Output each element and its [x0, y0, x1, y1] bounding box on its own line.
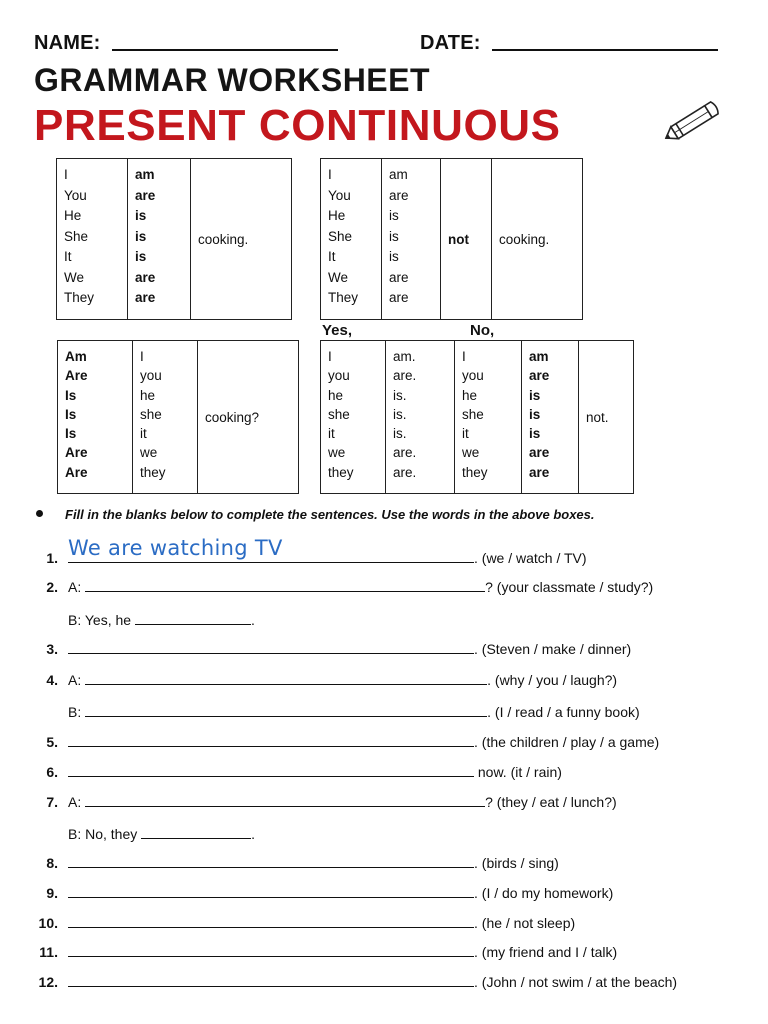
- yes-label: Yes,: [322, 322, 353, 339]
- pencil-icon: [660, 100, 724, 151]
- answer-blank[interactable]: [135, 610, 251, 625]
- answer-blank[interactable]: [141, 824, 251, 839]
- date-blank[interactable]: [492, 49, 718, 51]
- pronoun-column: I You He She It We They: [57, 159, 128, 320]
- no-pronoun-column: I you he she it we they: [455, 341, 522, 494]
- date-field: [420, 32, 718, 55]
- pronoun-column: I You He She It We They: [321, 159, 382, 320]
- pronoun-column: I you he she it we they: [133, 341, 198, 494]
- yes-pronoun-column: I you he she it we they: [321, 341, 386, 494]
- answer-blank[interactable]: [68, 942, 474, 957]
- date-label: DATE:: [420, 32, 481, 54]
- aux-column: Am Are Is Is Is Are Are: [58, 341, 133, 494]
- answer-blank[interactable]: [68, 913, 474, 928]
- instructions: [36, 507, 595, 522]
- name-blank[interactable]: [112, 49, 338, 51]
- answer-blank[interactable]: [68, 853, 474, 868]
- name-field: [34, 32, 338, 55]
- main-verb-cell: cooking?: [198, 341, 299, 494]
- answer-blank[interactable]: [68, 732, 474, 747]
- verb-column: am are is is is are are: [382, 159, 441, 320]
- name-label: NAME:: [34, 32, 101, 54]
- answer-blank[interactable]: [85, 792, 485, 807]
- affirmative-table: [56, 158, 292, 320]
- answer-blank[interactable]: [68, 762, 474, 777]
- answer-blank[interactable]: [68, 548, 474, 563]
- worksheet-title: GRAMMAR WORKSHEET: [34, 62, 431, 98]
- instructions-text: Fill in the blanks below to complete the sentences. Use the words in the above boxes.: [65, 507, 595, 522]
- answer-blank[interactable]: [85, 670, 487, 685]
- bullet-icon: [36, 510, 43, 517]
- no-verb-column: am are is is is are are: [522, 341, 579, 494]
- answer-example: We are watching TV: [68, 536, 283, 560]
- negative-table: [320, 158, 583, 320]
- answer-blank[interactable]: [68, 639, 474, 654]
- answer-blank[interactable]: [85, 702, 487, 717]
- main-verb-cell: cooking.: [492, 159, 583, 320]
- answer-blank[interactable]: [68, 883, 474, 898]
- worksheet-subtitle: PRESENT CONTINUOUS: [34, 101, 561, 150]
- main-verb-cell: cooking.: [191, 159, 292, 320]
- short-answer-table: [320, 340, 634, 494]
- verb-column: am are is is is are are: [128, 159, 191, 320]
- not-cell: not: [441, 159, 492, 320]
- answer-blank[interactable]: [68, 972, 474, 987]
- answer-blank[interactable]: [85, 577, 485, 592]
- no-label: No,: [470, 322, 495, 339]
- yes-verb-column: am. are. is. is. is. are. are.: [386, 341, 455, 494]
- not-cell: not.: [579, 341, 634, 494]
- question-table: [57, 340, 299, 494]
